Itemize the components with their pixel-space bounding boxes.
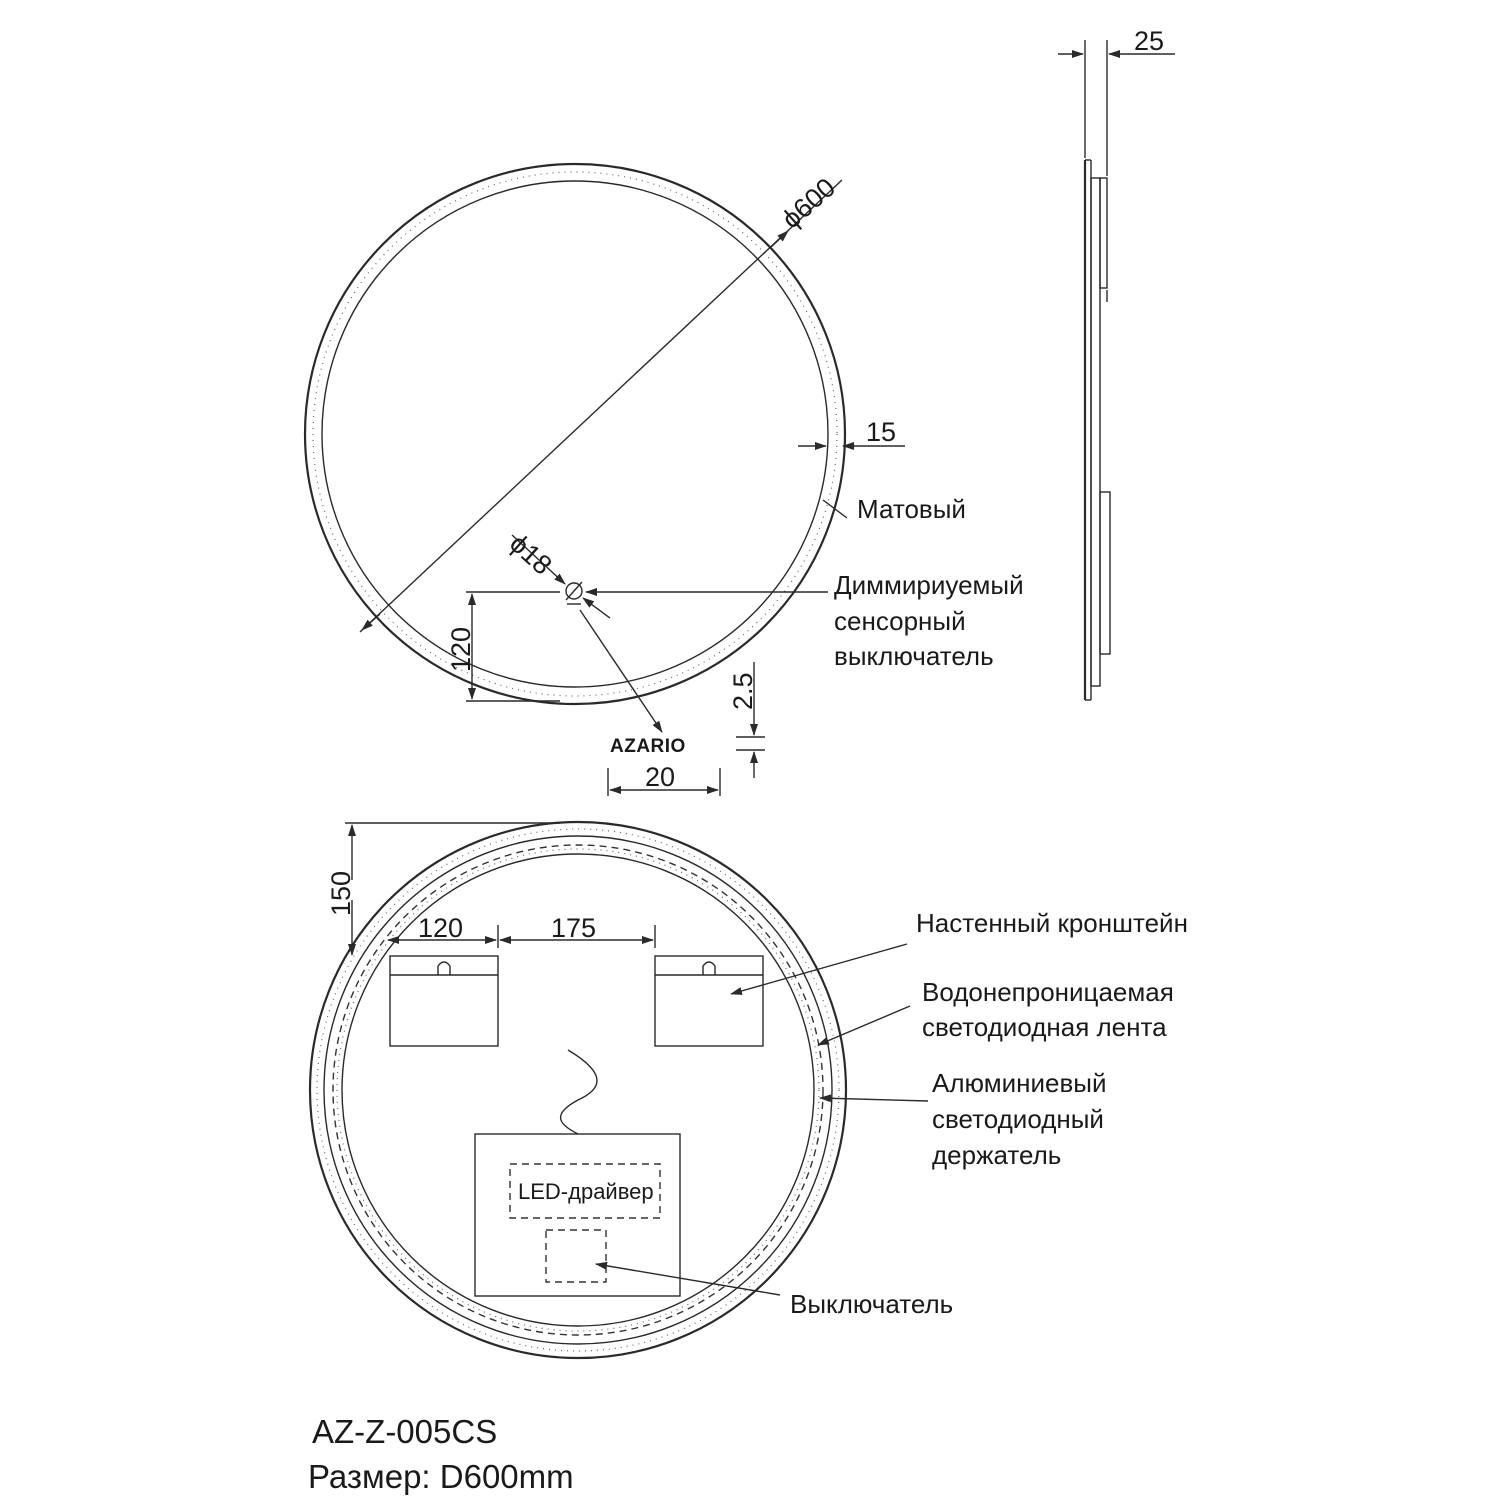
- driver-housing: [475, 1134, 680, 1296]
- size-label: Размер: D600mm: [308, 1458, 574, 1495]
- top-offset-label: 150: [326, 870, 356, 916]
- diameter-label: ϕ600: [776, 172, 842, 235]
- switch-box: [546, 1230, 606, 1282]
- bracket-offset-label: 120: [418, 913, 464, 943]
- side-profile: [1085, 160, 1110, 700]
- matte-callout: [823, 494, 966, 524]
- footer: [308, 1413, 574, 1495]
- sensor-height-label: 120: [446, 626, 476, 672]
- led-strip-callout: [818, 977, 1174, 1045]
- rim-width-label: 15: [866, 417, 897, 447]
- led-strip-label-line-2: светодиодная лента: [922, 1012, 1167, 1042]
- logo-height-dimension: [728, 662, 765, 778]
- touch-sensor: [504, 528, 828, 618]
- logo-width-dimension: [608, 762, 720, 796]
- logo-text: AZARIO: [610, 736, 686, 757]
- matte-label: Матовый: [857, 494, 966, 524]
- depth-dimension: [1058, 26, 1175, 176]
- holder-label-line-1: Алюминиевый: [932, 1068, 1107, 1098]
- front-view: [305, 164, 1024, 796]
- switch-label-line-3: выключатель: [834, 641, 994, 671]
- sensor-diameter-label: ϕ18: [503, 528, 558, 581]
- logo-height-label: 2.5: [728, 672, 758, 710]
- power-switch-label: Выключатель: [790, 1289, 954, 1319]
- wall-bracket-left: [390, 956, 498, 1046]
- logo-width-label: 20: [645, 762, 676, 792]
- holder-label-line-2: светодиодный: [932, 1104, 1104, 1134]
- diameter-dimension: [360, 172, 842, 632]
- wall-bracket-right: [655, 956, 763, 1046]
- power-wire: [561, 1050, 597, 1134]
- switch-label-line-1: Диммириуемый: [834, 570, 1024, 600]
- mirror-back-outline: [310, 822, 846, 1358]
- side-view: [1058, 26, 1175, 700]
- mirror-front-outline: [305, 164, 845, 704]
- model-number: AZ-Z-005CS: [312, 1413, 498, 1450]
- bracket-spacing-label: 175: [551, 913, 597, 943]
- rim-width-dimension: [798, 417, 905, 447]
- switch-label-line-2: сенсорный: [834, 606, 966, 636]
- logo-leader: [580, 610, 662, 732]
- holder-label-line-3: держатель: [932, 1140, 1062, 1170]
- bracket-label: Настенный кронштейн: [916, 908, 1188, 938]
- led-strip-label-line-1: Водонепроницаемая: [922, 977, 1174, 1007]
- back-view: [310, 822, 1188, 1358]
- holder-callout: [820, 1068, 1106, 1170]
- switch-callout-text: [834, 570, 1024, 671]
- led-driver-label: LED-драйвер: [518, 1179, 654, 1204]
- bracket-dimensions: [388, 913, 655, 948]
- depth-label: 25: [1134, 26, 1165, 56]
